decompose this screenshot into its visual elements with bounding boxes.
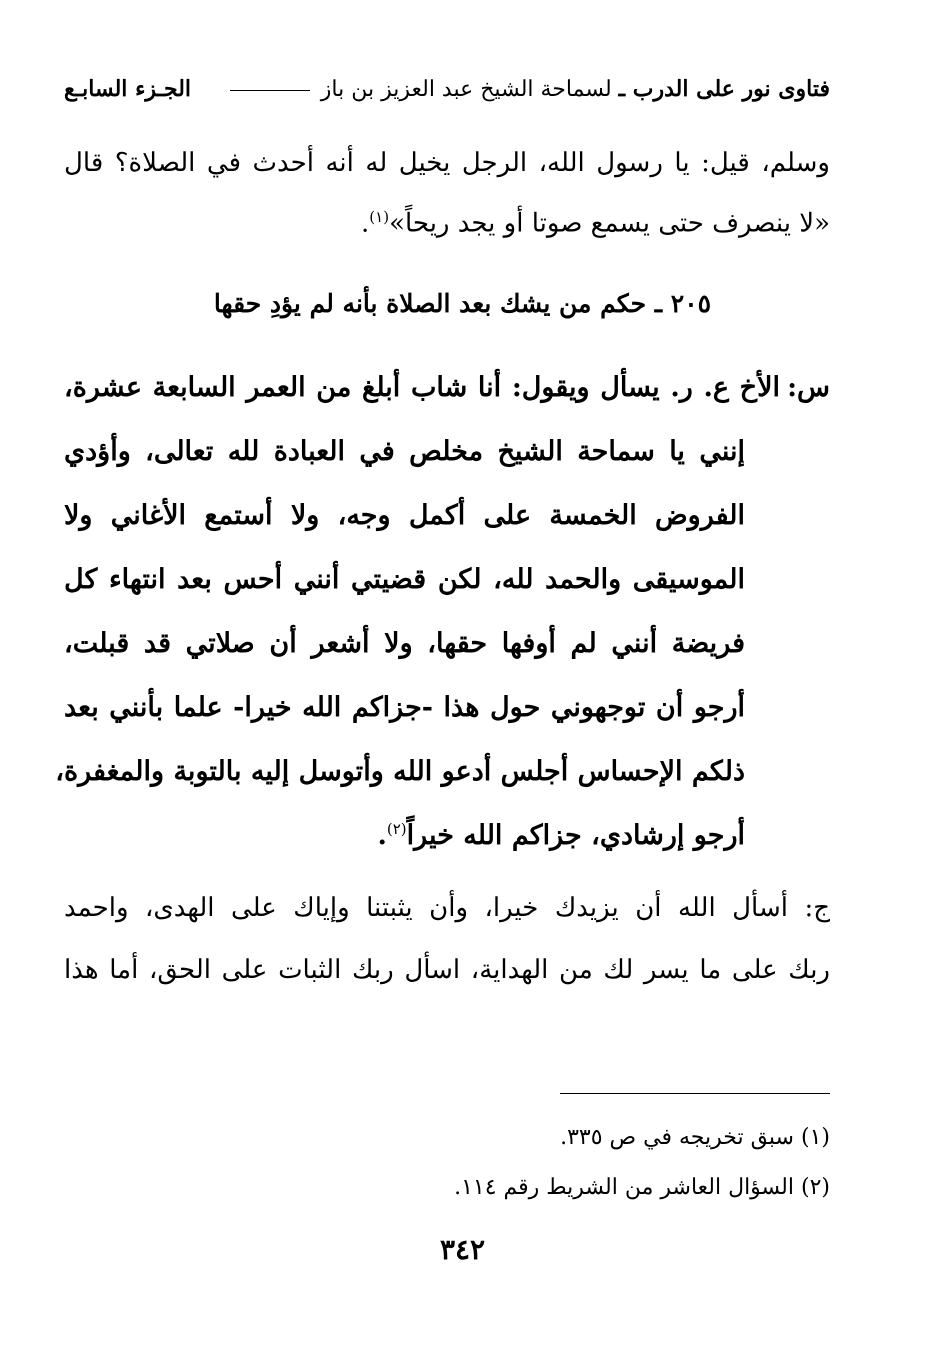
sentence-end: . [361,208,370,239]
continuation-line-1: وسلم، قيل: يا رسول الله، الرجل يخيل له أنه أحدث في الصلاة؟ قال [64,148,830,178]
question-line: أرجو إرشادي، جزاكم الله خيراً [406,820,745,851]
footnote-ref-1: (١) [369,208,390,226]
question-last-line [377,820,745,851]
header-rule [230,90,310,91]
section-title: ٢٠٥ ـ حكم من يشك بعد الصلاة بأنه لم يؤدِ حقها [213,289,712,318]
book-title: فتاوى نور على الدرب ـ [618,76,830,102]
question-line: فريضة أنني لم أوفها حقها، ولا أشعر أن صلاتي قد قبلت، [64,628,745,659]
footnote-divider [560,1093,830,1094]
header-title-group [226,76,830,102]
sentence-end: . [377,820,387,851]
hadith-quote: «لا ينصرف حتى يسمع صوتا أو يجد ريحاً» [389,208,830,239]
footnote-1: (١) سبق تخريجه في ص ٣٣٥. [560,1125,830,1150]
page-number: ٣٤٢ [439,1233,486,1266]
footnote-ref-2: (٢) [386,820,407,838]
author-name: لسماحة الشيخ عبد العزيز بن باز [320,77,612,102]
answer-line-1: ج: أسأل الله أن يزيدك خيرا، وأن يثبتنا وإياك على الهدى، واحمد [64,893,830,923]
running-header [64,76,830,112]
question-line: الموسيقى والحمد لله، لكن قضيتي أنني أحس بعد انتهاء كل [64,564,745,595]
question-label: س: [787,372,830,403]
answer-line-2: ربك على ما يسر لك من الهداية، اسأل ربك الثبات على الحق، أما هذا [64,955,830,985]
volume-label: الجـزء السابـع [64,76,192,102]
question-line: أرجو أن توجهوني حول هذا -جزاكم الله خيرا- علما بأنني بعد [64,692,745,723]
question-line: ذلكم الإحساس أجلس أدعو الله وأتوسل إليه بالتوبة والمغفرة، [55,756,745,787]
question-line: الفروض الخمسة على أكمل وجه، ولا أستمع الأغاني ولا [64,500,745,531]
question-line: الأخ ع. ر. يسأل ويقول: أنا شاب أبلغ من العمر السابعة عشرة، [64,372,780,403]
question-line: إنني يا سماحة الشيخ مخلص في العبادة لله تعالى، وأؤدي [64,436,745,467]
footnote-2: (٢) السؤال العاشر من الشريط رقم ١١٤. [454,1175,830,1200]
continuation-line-2 [361,208,830,239]
